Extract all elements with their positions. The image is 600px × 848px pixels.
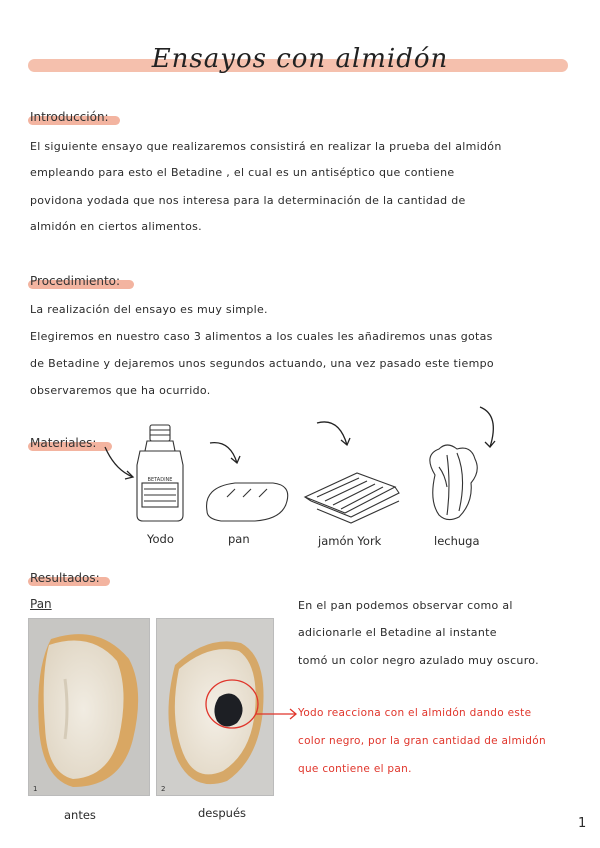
procedure-line: La realización del ensayo es muy simple.: [30, 303, 268, 316]
photo-before: [28, 618, 150, 796]
page-title: Ensayos con almidón: [151, 44, 449, 74]
photo-number: 2: [161, 785, 166, 793]
procedure-line: Elegiremos en nuestro caso 3 alimentos a los cuales les añadiremos unas gotas: [30, 330, 493, 343]
material-label-ham: jamón York: [318, 534, 382, 548]
bread-photo-before: [29, 619, 149, 795]
intro-line: El siguiente ensayo que realizaremos consistirá en realizar la prueba del almidón: [30, 140, 502, 153]
procedure-line: de Betadine y dejaremos unos segundos actuando, una vez pasado este tiempo: [30, 357, 494, 370]
result-description-line: adicionarle el Betadine al instante: [298, 626, 497, 639]
result-note-line: que contiene el pan.: [298, 763, 412, 775]
arrow-head-icon: [485, 441, 495, 447]
bread-drawing: [207, 483, 288, 521]
result-note-line: color negro, por la gran cantidad de almidón: [298, 735, 546, 747]
intro-heading: Introducción:: [30, 110, 109, 124]
results-heading: Resultados:: [30, 571, 100, 585]
bottle-label: BETADINE: [147, 477, 173, 483]
material-label-bread: pan: [228, 532, 250, 546]
intro-line: almidón en ciertos alimentos.: [30, 220, 202, 233]
arrow-icon: [480, 407, 493, 447]
materials-heading: Materiales:: [30, 436, 97, 450]
lettuce-drawing: [430, 445, 477, 520]
result-description-line: En el pan podemos observar como al: [298, 599, 513, 612]
photo-caption-after: después: [198, 806, 247, 820]
highlight-circle-icon: [206, 680, 258, 728]
material-label-lettuce: lechuga: [434, 534, 480, 548]
intro-line: povidona yodada que nos interesa para la determinación de la cantidad de: [30, 194, 466, 207]
material-label-iodine: Yodo: [147, 532, 174, 546]
annotation-overlay: [200, 676, 310, 756]
photo-number: 1: [33, 785, 38, 793]
results-subheading: Pan: [30, 597, 52, 611]
result-note-line: Yodo reacciona con el almidón dando este: [298, 707, 532, 719]
result-description-line: tomó un color negro azulado muy oscuro.: [298, 654, 539, 667]
procedure-line: observaremos que ha ocurrido.: [30, 384, 211, 397]
materials-illustration: [95, 405, 515, 535]
photo-caption-before: antes: [64, 808, 96, 822]
intro-line: empleando para esto el Betadine , el cual es un antiséptico que contiene: [30, 166, 455, 179]
betadine-bottle-drawing: [137, 425, 183, 521]
page-number: 1: [578, 816, 587, 831]
procedure-heading: Procedimiento:: [30, 274, 121, 288]
ham-package-drawing: [305, 473, 399, 523]
